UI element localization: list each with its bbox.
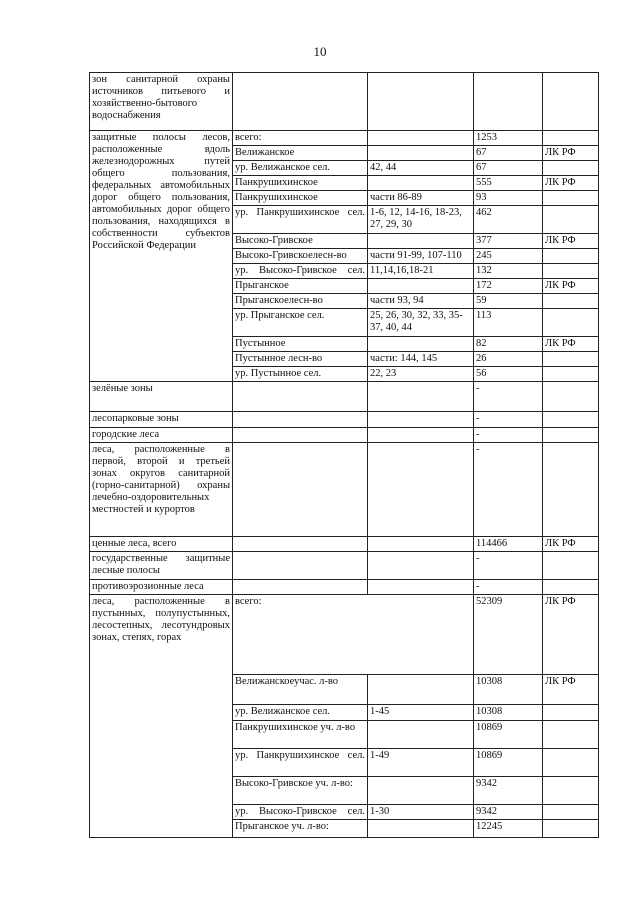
table-cell: 1-49 [368,749,474,777]
table-cell: 22, 23 [368,367,474,382]
table-cell: - [474,382,543,412]
table-cell [543,428,599,443]
table-cell: 132 [474,264,543,279]
table-cell: Высоко-Гривское [233,234,368,249]
page-number: 10 [313,44,327,59]
table-cell [543,382,599,412]
table-cell: 172 [474,279,543,294]
table-cell: 555 [474,176,543,191]
table-cell: - [474,443,543,537]
table-cell: Панкрушихинское [233,191,368,206]
table-cell [543,705,599,721]
table-cell: ур. Пустынное сел. [233,367,368,382]
table-cell [543,161,599,176]
table-cell: 82 [474,337,543,352]
table-cell: 1-30 [368,805,474,820]
table-cell: ЛК РФ [543,537,599,552]
table-cell [543,777,599,805]
table-cell [368,820,474,838]
table-cell [368,443,474,537]
table-cell: защитные полосы лесов, расположенные вдоль железнодорожных путей общего пользования, федеральных автомобильных дорог общего пользования, автомобильных дорог общего пользования, находящихся в собственности субъектов Российской Федерации [90,131,233,382]
table-cell [543,206,599,234]
table-cell: ЛК РФ [543,595,599,675]
table-cell: Высоко-Гривскоелесн-во [233,249,368,264]
table-cell: Прыганское [233,279,368,294]
table-cell: 56 [474,367,543,382]
table-cell: 10869 [474,721,543,749]
table-cell: зелёные зоны [90,382,233,412]
table-cell: ЛК РФ [543,675,599,705]
table-cell [233,580,368,595]
table-cell [368,337,474,352]
table-cell: ур. Велижанское сел. [233,161,368,176]
table-cell: 377 [474,234,543,249]
table-cell: 12245 [474,820,543,838]
table-cell [233,382,368,412]
table-cell: Панкрушихинское уч. л-во [233,721,368,749]
table-cell: части: 144, 145 [368,352,474,367]
table-cell: всего: [233,131,368,146]
table-cell: 10308 [474,705,543,721]
table-cell: леса, расположенные в первой, второй и третьей зонах округов санитарной (горно-санитарной) охраны лечебно-оздоровительных местностей и курортов [90,443,233,537]
table-cell: - [474,412,543,428]
table-cell: государственные защитные лесные полосы [90,552,233,580]
table-cell [368,721,474,749]
table-cell: Прыганское уч. л-во: [233,820,368,838]
table-cell [368,146,474,161]
table-cell: 67 [474,146,543,161]
table-cell: 10869 [474,749,543,777]
table-cell: 10308 [474,675,543,705]
table-cell: части 91-99, 107-110 [368,249,474,264]
table-cell: ценные леса, всего [90,537,233,552]
table-cell [368,279,474,294]
table-cell [368,382,474,412]
table-cell: 52309 [474,595,543,675]
table-cell: 1253 [474,131,543,146]
table-cell: 114466 [474,537,543,552]
table-row [90,552,599,580]
table-cell [368,580,474,595]
table-cell: части 86-89 [368,191,474,206]
table-cell [368,131,474,146]
table-cell: - [474,552,543,580]
table-cell [368,428,474,443]
table-cell: ЛК РФ [543,234,599,249]
table-cell: 9342 [474,805,543,820]
table-cell [368,234,474,249]
table-cell: лесопарковые зоны [90,412,233,428]
table-cell [543,73,599,131]
table-cell [233,412,368,428]
table-cell [368,552,474,580]
table-cell: 462 [474,206,543,234]
table-cell: всего: [233,595,474,675]
table-cell: части 93, 94 [368,294,474,309]
table-cell: ЛК РФ [543,176,599,191]
table-cell: Велижанское [233,146,368,161]
table-cell: противоэрозионные леса [90,580,233,595]
table-cell: Пустынное [233,337,368,352]
table-cell [368,777,474,805]
table-cell [543,367,599,382]
table-cell [233,443,368,537]
table-cell [543,131,599,146]
table-cell [543,820,599,838]
table-cell [543,552,599,580]
table-cell [543,352,599,367]
table-cell [543,721,599,749]
table-cell: ЛК РФ [543,337,599,352]
table-cell: Высоко-Гривское уч. л-во: [233,777,368,805]
table-row [90,443,599,537]
table-cell: ур. Высоко-Гривское сел. [233,805,368,820]
table-cell: Пустынное лесн-во [233,352,368,367]
table-cell: ур. Панкрушихинское сел. [233,749,368,777]
table-cell [543,191,599,206]
table-cell: 42, 44 [368,161,474,176]
table-cell: 245 [474,249,543,264]
table-cell: Панкрушихинское [233,176,368,191]
table-row [90,73,599,131]
table-row [90,537,599,552]
table-cell [368,412,474,428]
table-cell: Прыганскоелесн-во [233,294,368,309]
table-cell: 59 [474,294,543,309]
table-cell [368,675,474,705]
table-cell [543,412,599,428]
table-cell: 67 [474,161,543,176]
table-cell: зон санитарной охраны источников питьевого и хозяйственно-бытового водоснабжения [90,73,233,131]
table-cell [233,552,368,580]
table-cell: леса, расположенные в пустынных, полупустынных, лесостепных, лесотундровых зонах, степях, горах [90,595,233,838]
table-row [90,131,599,146]
table-row [90,595,599,675]
table-row [90,412,599,428]
table-cell [368,176,474,191]
table-cell [543,264,599,279]
table-cell: ур. Прыганское сел. [233,309,368,337]
table-cell: 113 [474,309,543,337]
table-cell [543,309,599,337]
table-cell: ЛК РФ [543,279,599,294]
table-cell: 11,14,16,18-21 [368,264,474,279]
table-cell: 26 [474,352,543,367]
table-row [90,428,599,443]
table-cell: ЛК РФ [543,146,599,161]
table-row [90,580,599,595]
table-cell [233,537,368,552]
table-cell [543,580,599,595]
table-cell [368,537,474,552]
forest-protection-table [89,72,599,838]
table-cell: - [474,580,543,595]
table-cell: 25, 26, 30, 32, 33, 35-37, 40, 44 [368,309,474,337]
table-cell: - [474,428,543,443]
table-cell [233,428,368,443]
table-cell: 9342 [474,777,543,805]
table-cell [233,73,368,131]
table-cell: 1-45 [368,705,474,721]
table-cell [543,294,599,309]
table-cell: ур. Высоко-Гривское сел. [233,264,368,279]
table-cell [543,249,599,264]
table-cell [543,805,599,820]
table-cell: ур. Велижанское сел. [233,705,368,721]
table-cell [474,73,543,131]
table-cell: 93 [474,191,543,206]
table-cell: 1-6, 12, 14-16, 18-23, 27, 29, 30 [368,206,474,234]
table-cell: Велижанскоеучас. л-во [233,675,368,705]
table-cell [368,73,474,131]
table-cell [543,749,599,777]
table-cell: городские леса [90,428,233,443]
table-row [90,382,599,412]
table-cell: ур. Панкрушихинское сел. [233,206,368,234]
table-cell [543,443,599,537]
